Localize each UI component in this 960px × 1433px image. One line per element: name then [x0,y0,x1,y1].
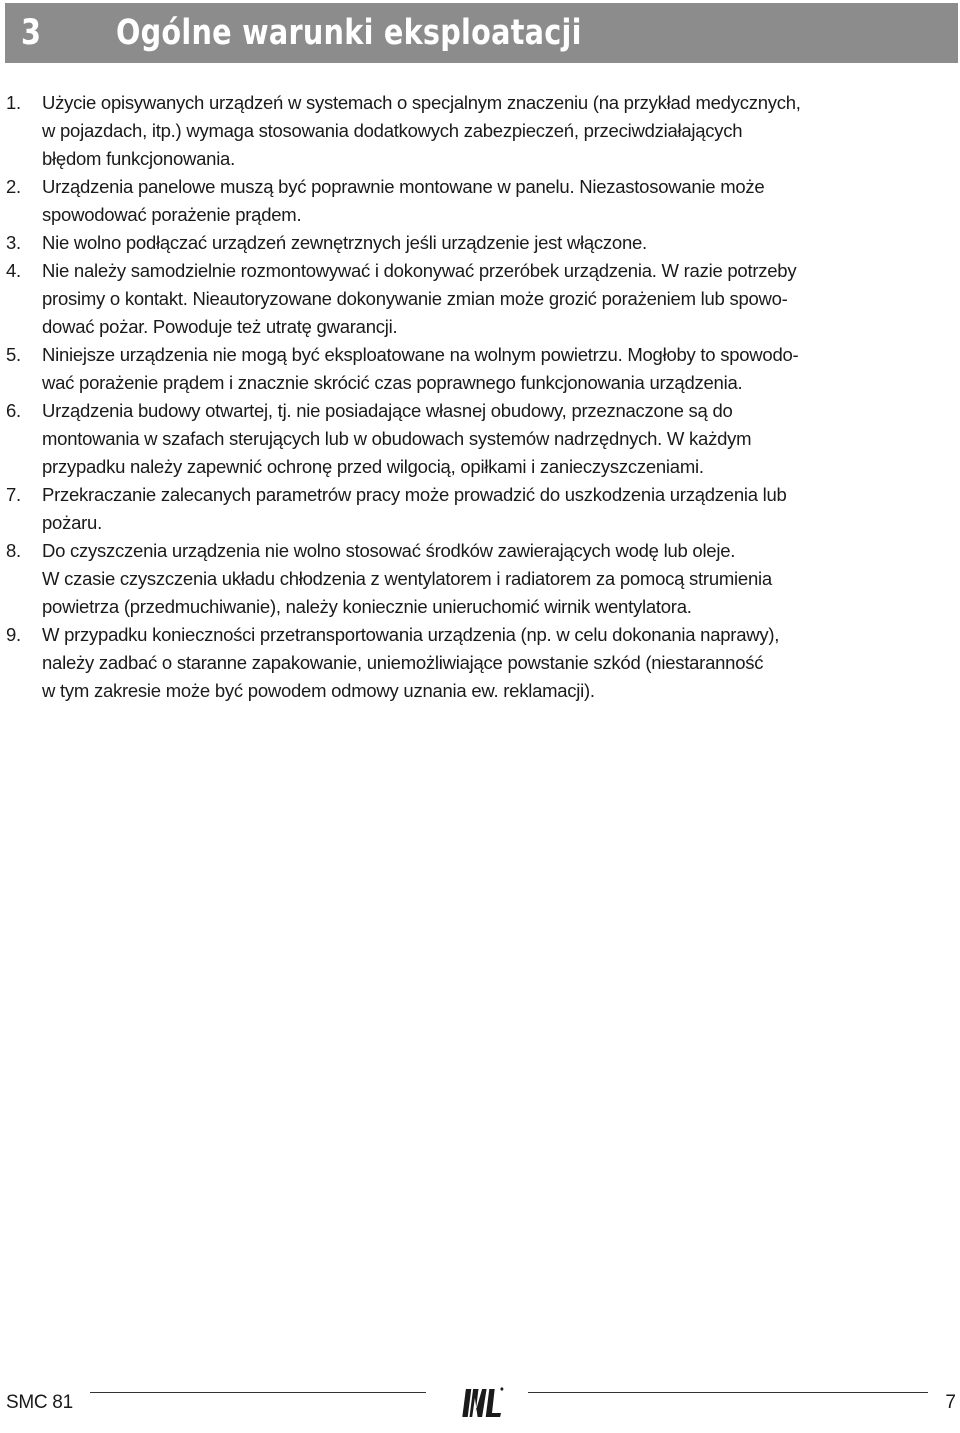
rule-line: przypadku należy zapewnić ochronę przed wilgocią, opiłkami i zanieczyszczeniami. [42,456,704,477]
rule-item [6,229,954,257]
rule-number: 9. [6,624,21,645]
rule-text [42,341,954,397]
rule-number: 4. [6,260,21,281]
rule-number: 5. [6,344,21,365]
footer-divider-left [90,1392,426,1393]
rule-line: Urządzenia budowy otwartej, tj. nie posiadające własnej obudowy, przeznaczone są do [42,400,733,421]
rule-line: W przypadku konieczności przetransportowania urządzenia (np. w celu dokonania naprawy), [42,624,780,645]
rule-line: Nie wolno podłączać urządzeń zewnętrznych jeśli urządzenie jest włączone. [42,232,647,253]
rule-line: błędom funkcjonowania. [42,148,235,169]
rule-item [6,257,954,341]
rule-line: Nie należy samodzielnie rozmontowywać i dokonywać przeróbek urządzenia. W razie potrzeby [42,260,797,281]
rule-item [6,341,954,397]
rule-line: w pojazdach, itp.) wymaga stosowania dodatkowych zabezpieczeń, przeciwdziałających [42,120,743,141]
section-title: Ogólne warunki eksploatacji [116,13,582,53]
rule-text [42,257,954,341]
rule-line: W czasie czyszczenia układu chłodzenia z wentylatorem i radiatorem za pomocą strumienia [42,568,772,589]
rule-line: Przekraczanie zalecanych parametrów pracy może prowadzić do uszkodzenia urządzenia lub [42,484,787,505]
rule-line: w tym zakresie może być powodem odmowy uznania ew. reklamacji). [42,680,595,701]
footer-model: SMC 81 [6,1392,73,1413]
rule-line: Urządzenia panelowe muszą być poprawnie montowane w panelu. Niezastosowanie może [42,176,765,197]
page-number: 7 [945,1392,956,1413]
rule-line: spowodować porażenie prądem. [42,204,302,225]
rule-item [6,537,954,621]
rule-text [42,537,954,621]
rule-number: 8. [6,540,21,561]
rule-line: wać porażenie prądem i znacznie skrócić czas poprawnego funkcjonowania urządzenia. [42,372,743,393]
rule-line: montowania w szafach sterujących lub w obudowach systemów nadrzędnych. W każdym [42,428,752,449]
section-header [5,3,958,63]
rule-text [42,229,954,257]
rule-number: 6. [6,400,21,421]
rule-number: 3. [6,232,21,253]
rule-line: powietrza (przedmuchiwanie), należy koniecznie unieruchomić wirnik wentylatora. [42,596,692,617]
rule-number: 1. [6,92,21,113]
rule-item [6,89,954,173]
rule-line: Niniejsze urządzenia nie mogą być eksploatowane na wolnym powietrzu. Mogłoby to spowodo- [42,344,799,365]
rule-text [42,173,954,229]
rule-item [6,621,954,705]
lumel-logo-icon [462,1386,503,1420]
rule-item [6,481,954,537]
rule-text [42,621,954,705]
rule-text [42,481,954,537]
rule-number: 7. [6,484,21,505]
rule-item [6,397,954,481]
rule-line: dować pożar. Powoduje też utratę gwarancji. [42,316,398,337]
rule-line: należy zadbać o staranne zapakowanie, uniemożliwiające powstanie szkód (niestaranność [42,652,764,673]
rule-line: Użycie opisywanych urządzeń w systemach o specjalnym znaczeniu (na przykład medycznych, [42,92,801,113]
rule-line: pożaru. [42,512,102,533]
rules-list [6,89,954,705]
rule-text [42,397,954,481]
rule-text [42,89,954,173]
rule-item [6,173,954,229]
rule-number: 2. [6,176,21,197]
section-number: 3 [21,13,41,53]
rule-line: Do czyszczenia urządzenia nie wolno stosować środków zawierających wodę lub oleje. [42,540,736,561]
footer-divider-right [528,1392,928,1393]
brand-logo [462,1386,503,1427]
rule-line: prosimy o kontakt. Nieautoryzowane dokonywanie zmian może grozić porażeniem lub spowo- [42,288,788,309]
